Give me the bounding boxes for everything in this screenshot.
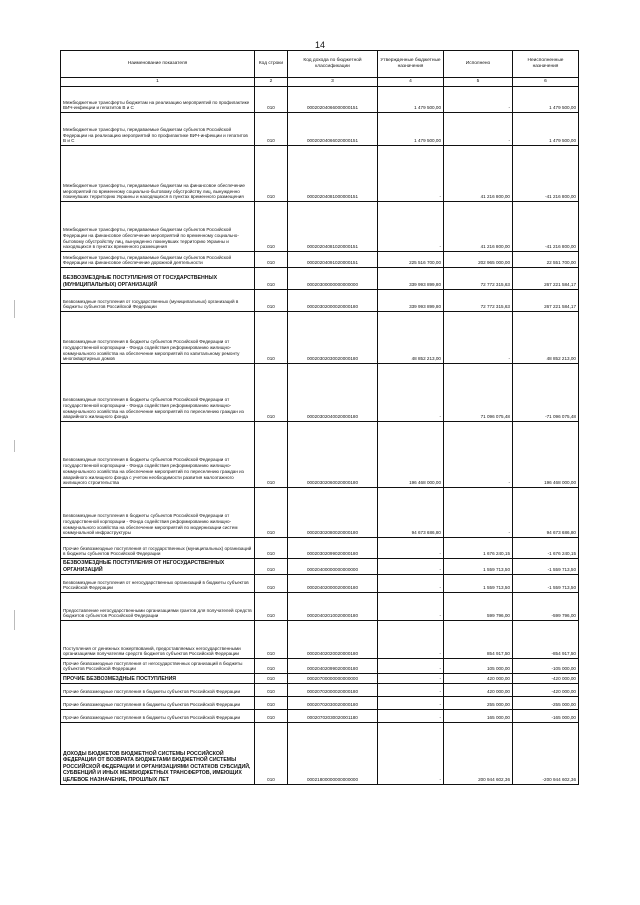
row-unexecuted-amount: -854 917,50: [513, 621, 579, 659]
header-unexecuted: Неисполненные назначения: [513, 51, 579, 78]
row-executed-amount: 420 000,00: [444, 684, 513, 697]
row-unexecuted-amount: -105 000,00: [513, 659, 579, 674]
table-row: [61, 422, 579, 488]
row-executed-amount: 1 676 240,15: [444, 538, 513, 559]
row-unexecuted-amount: 267 221 584,17: [513, 268, 579, 290]
row-executed-amount: -: [444, 422, 513, 488]
row-line-code: 010: [255, 268, 288, 290]
row-name: Предоставление негосударственными организациями грантов для получателей средств бюджетов субъектов Российской Федерации: [61, 593, 255, 621]
header-executed: Исполнено: [444, 51, 513, 78]
table-row: [61, 252, 579, 268]
row-unexecuted-amount: 1 479 500,00: [513, 87, 579, 113]
row-approved-amount: -: [378, 684, 444, 697]
row-line-code: 010: [255, 538, 288, 559]
row-approved-amount: -: [378, 575, 444, 593]
header-indicator-name: Наименование показателя: [61, 51, 255, 78]
table-row: [61, 268, 579, 290]
row-unexecuted-amount: -420 000,00: [513, 674, 579, 684]
row-executed-amount: -: [444, 87, 513, 113]
row-income-code: 00020402099020000180: [288, 659, 378, 674]
row-name: Безвозмездные поступления от негосударственных организаций в бюджеты субъектов Российской Федерации: [61, 575, 255, 593]
table-row: [61, 559, 579, 575]
row-income-code: 00020302080020000180: [288, 488, 378, 538]
row-executed-amount: 420 000,00: [444, 674, 513, 684]
column-number: 4: [378, 78, 444, 87]
row-approved-amount: -: [378, 697, 444, 710]
row-executed-amount: 72 772 315,63: [444, 290, 513, 312]
row-income-code: 00020302000020000180: [288, 290, 378, 312]
scan-artifact: [14, 300, 15, 318]
table-row: [61, 575, 579, 593]
row-name: Прочие безвозмездные поступления в бюджеты субъектов Российской Федерации: [61, 710, 255, 723]
row-line-code: 010: [255, 697, 288, 710]
column-number: 3: [288, 78, 378, 87]
row-name: Безвозмездные поступления в бюджеты субъектов Российской Федерации от государственной корпорации - Фонда содействия реформированию жилищно-коммунального хозяйства на обеспечение мероприятий по переселению граждан из аварийного жилищного фонда с учетом необходимости развития малоэтажного жилищного строительства: [61, 422, 255, 488]
row-executed-amount: 200 944 602,36: [444, 723, 513, 785]
row-line-code: 010: [255, 202, 288, 252]
row-name: Прочие безвозмездные поступления от государственных (муниципальных) организаций в бюджеты субъектов Российской Федерации: [61, 538, 255, 559]
page-number: 14: [314, 40, 325, 50]
row-executed-amount: -: [444, 312, 513, 364]
row-line-code: 010: [255, 312, 288, 364]
table-row: [61, 659, 579, 674]
row-approved-amount: 94 673 686,80: [378, 488, 444, 538]
table-column-numbers-row: [61, 78, 579, 87]
row-unexecuted-amount: -420 000,00: [513, 684, 579, 697]
row-approved-amount: -: [378, 364, 444, 422]
row-income-code: 00020700000000000000: [288, 674, 378, 684]
row-approved-amount: -: [378, 674, 444, 684]
row-approved-amount: -: [378, 659, 444, 674]
row-approved-amount: -: [378, 593, 444, 621]
column-number: 6: [513, 78, 579, 87]
row-executed-amount: 165 000,00: [444, 710, 513, 723]
row-unexecuted-amount: 22 551 700,00: [513, 252, 579, 268]
table-row: [61, 312, 579, 364]
row-executed-amount: 1 559 713,50: [444, 575, 513, 593]
row-income-code: 00020302040020000180: [288, 364, 378, 422]
row-line-code: 010: [255, 113, 288, 146]
row-line-code: 010: [255, 87, 288, 113]
row-unexecuted-amount: -41 216 800,00: [513, 202, 579, 252]
row-name: Межбюджетные трансферты, передаваемые бюджетам на финансовое обеспечение мероприятий по временному социально-бытовому обустройству лиц, вынужденно покинувших территорию Украины и находящихся в пунктах временного размещения: [61, 146, 255, 202]
row-income-code: 00020204066020000151: [288, 113, 378, 146]
row-unexecuted-amount: -1 676 240,15: [513, 538, 579, 559]
row-approved-amount: -: [378, 559, 444, 575]
table-row: [61, 113, 579, 146]
row-executed-amount: 71 096 075,48: [444, 364, 513, 422]
row-name: Межбюджетные трансферты, передаваемые бюджетам субъектов Российской Федерации на финансовое обеспечение мероприятий по временному социально-бытовому обустройству лиц, вынужденно покинувших территорию Украины и находящихся в пунктах временного размещения: [61, 202, 255, 252]
row-name: Безвозмездные поступления в бюджеты субъектов Российской Федерации от государственной корпорации - Фонда содействия реформированию жилищно-коммунального хозяйства на обеспечение мероприятий по модернизации систем коммунальной инфраструктуры: [61, 488, 255, 538]
row-income-code: 00020402010020000180: [288, 593, 378, 621]
row-approved-amount: -: [378, 538, 444, 559]
row-approved-amount: -: [378, 723, 444, 785]
row-unexecuted-amount: -1 559 713,50: [513, 575, 579, 593]
row-name: Прочие безвозмездные поступления от негосударственных организаций в бюджеты субъектов Российской Федерации: [61, 659, 255, 674]
row-unexecuted-amount: 196 468 000,00: [513, 422, 579, 488]
row-line-code: 010: [255, 575, 288, 593]
row-line-code: 010: [255, 559, 288, 575]
row-approved-amount: -: [378, 710, 444, 723]
row-approved-amount: -: [378, 202, 444, 252]
row-income-code: 00020302030020000180: [288, 312, 378, 364]
table-row: [61, 202, 579, 252]
row-unexecuted-amount: 48 852 213,00: [513, 312, 579, 364]
column-number: 2: [255, 78, 288, 87]
table-row: [61, 674, 579, 684]
row-income-code: 00020702030020001180: [288, 710, 378, 723]
header-line-code: Код строки: [255, 51, 288, 78]
row-executed-amount: 599 796,00: [444, 593, 513, 621]
row-name: БЕЗВОЗМЕЗДНЫЕ ПОСТУПЛЕНИЯ ОТ ГОСУДАРСТВЕННЫХ (МУНИЦИПАЛЬНЫХ) ОРГАНИЗАЦИЙ: [61, 268, 255, 290]
column-number: 1: [61, 78, 255, 87]
row-approved-amount: -: [378, 146, 444, 202]
table-row: [61, 488, 579, 538]
row-executed-amount: 41 216 800,00: [444, 146, 513, 202]
row-unexecuted-amount: -41 216 800,00: [513, 146, 579, 202]
row-unexecuted-amount: -255 000,00: [513, 697, 579, 710]
row-name: БЕЗВОЗМЕЗДНЫЕ ПОСТУПЛЕНИЯ ОТ НЕГОСУДАРСТВЕННЫХ ОРГАНИЗАЦИЙ: [61, 559, 255, 575]
table-row: [61, 684, 579, 697]
row-line-code: 010: [255, 290, 288, 312]
row-unexecuted-amount: -200 944 602,36: [513, 723, 579, 785]
row-line-code: 010: [255, 593, 288, 621]
table-row: [61, 290, 579, 312]
table-row: [61, 697, 579, 710]
row-line-code: 010: [255, 659, 288, 674]
row-income-code: 00020400000000000000: [288, 559, 378, 575]
row-line-code: 010: [255, 146, 288, 202]
row-name: Безвозмездные поступления в бюджеты субъектов Российской Федерации от государственной корпорации - Фонда содействия реформированию жилищно-коммунального хозяйства на обеспечение мероприятий по капитальному ремонту многоквартирных домов: [61, 312, 255, 364]
row-executed-amount: 202 965 000,00: [444, 252, 513, 268]
row-executed-amount: 854 917,50: [444, 621, 513, 659]
row-line-code: 010: [255, 684, 288, 697]
row-line-code: 010: [255, 674, 288, 684]
row-income-code: 00020302099020000180: [288, 538, 378, 559]
row-name: Межбюджетные трансферты, передаваемые бюджетам субъектов Российской Федерации на реализацию мероприятий по профилактике ВИЧ-инфекции и гепатитов В и С: [61, 113, 255, 146]
row-approved-amount: 225 516 700,00: [378, 252, 444, 268]
row-name: Безвозмездные поступления в бюджеты субъектов Российской Федерации от государственной корпорации - Фонда содействия реформированию жилищно-коммунального хозяйства на обеспечение мероприятий по переселению граждан из аварийного жилищного фонда: [61, 364, 255, 422]
table-row: [61, 723, 579, 785]
row-name: Прочие безвозмездные поступления в бюджеты субъектов Российской Федерации: [61, 684, 255, 697]
row-name: Прочие безвозмездные поступления в бюджеты субъектов Российской Федерации: [61, 697, 255, 710]
row-name: ДОХОДЫ БЮДЖЕТОВ БЮДЖЕТНОЙ СИСТЕМЫ РОССИЙСКОЙ ФЕДЕРАЦИИ ОТ ВОЗВРАТА БЮДЖЕТАМИ БЮДЖЕТНОЙ СИСТЕМЫ РОССИЙСКОЙ ФЕДЕРАЦИИ И ОРГАНИЗАЦИЯМИ ОСТАТКОВ СУБСИДИЙ, СУБВЕНЦИЙ И ИНЫХ МЕЖБЮДЖЕТНЫХ ТРАНСФЕРТОВ, ИМЕЮЩИХ ЦЕЛЕВОЕ НАЗНАЧЕНИЕ, ПРОШЛЫХ ЛЕТ: [61, 723, 255, 785]
row-income-code: 00021800000000000000: [288, 723, 378, 785]
row-approved-amount: 48 852 213,00: [378, 312, 444, 364]
row-income-code: 00020302060020000180: [288, 422, 378, 488]
row-line-code: 010: [255, 723, 288, 785]
table-row: [61, 146, 579, 202]
row-income-code: 00020204081000000151: [288, 146, 378, 202]
row-unexecuted-amount: -599 796,00: [513, 593, 579, 621]
row-income-code: 00020402020020000180: [288, 621, 378, 659]
row-income-code: 00020204081020000151: [288, 202, 378, 252]
row-line-code: 010: [255, 364, 288, 422]
row-line-code: 010: [255, 621, 288, 659]
scan-artifact: [14, 610, 15, 630]
row-income-code: 00020204066000000151: [288, 87, 378, 113]
row-unexecuted-amount: 94 673 686,80: [513, 488, 579, 538]
table-row: [61, 710, 579, 723]
row-executed-amount: 255 000,00: [444, 697, 513, 710]
table-row: [61, 593, 579, 621]
row-name: Безвозмездные поступления от государственных (муниципальных) организаций в бюджеты субъектов Российской Федерации: [61, 290, 255, 312]
row-unexecuted-amount: 267 221 584,17: [513, 290, 579, 312]
table-header-row: [61, 51, 579, 78]
table-row: [61, 538, 579, 559]
row-unexecuted-amount: -1 559 713,50: [513, 559, 579, 575]
row-name: Межбюджетные трансферты, передаваемые бюджетам субъектов Российской Федерации на финансовое обеспечение дорожной деятельности: [61, 252, 255, 268]
row-unexecuted-amount: 1 479 500,00: [513, 113, 579, 146]
scan-artifact: [14, 440, 15, 452]
budget-report-table: [60, 50, 579, 785]
row-income-code: 00020702030020000180: [288, 697, 378, 710]
row-approved-amount: 1 479 500,00: [378, 113, 444, 146]
row-approved-amount: 196 468 000,00: [378, 422, 444, 488]
row-approved-amount: 339 993 899,80: [378, 268, 444, 290]
row-approved-amount: -: [378, 621, 444, 659]
row-approved-amount: 1 479 500,00: [378, 87, 444, 113]
row-executed-amount: -: [444, 488, 513, 538]
header-approved: Утвержденные бюджетные назначения: [378, 51, 444, 78]
row-executed-amount: 41 216 800,00: [444, 202, 513, 252]
row-executed-amount: 72 772 315,63: [444, 268, 513, 290]
row-income-code: 00020204091020000151: [288, 252, 378, 268]
row-name: ПРОЧИЕ БЕЗВОЗМЕЗДНЫЕ ПОСТУПЛЕНИЯ: [61, 674, 255, 684]
column-number: 5: [444, 78, 513, 87]
table-row: [61, 87, 579, 113]
row-unexecuted-amount: -71 096 075,48: [513, 364, 579, 422]
row-executed-amount: 105 000,00: [444, 659, 513, 674]
header-income-code: Код дохода по бюджетной классификации: [288, 51, 378, 78]
row-income-code: 00020702000020000180: [288, 684, 378, 697]
row-name: Межбюджетные трансферты бюджетам на реализацию мероприятий по профилактике ВИЧ-инфекции и гепатитов В и С: [61, 87, 255, 113]
row-unexecuted-amount: -165 000,00: [513, 710, 579, 723]
row-line-code: 010: [255, 710, 288, 723]
row-income-code: 00020300000000000000: [288, 268, 378, 290]
row-executed-amount: 1 559 713,50: [444, 559, 513, 575]
row-income-code: 00020402000020000180: [288, 575, 378, 593]
table-row: [61, 364, 579, 422]
table-row: [61, 621, 579, 659]
row-approved-amount: 339 993 899,80: [378, 290, 444, 312]
row-line-code: 010: [255, 252, 288, 268]
row-executed-amount: -: [444, 113, 513, 146]
row-name: Поступления от денежных пожертвований, предоставляемых негосударственными организациями получателям средств бюджетов субъектов Российской Федерации: [61, 621, 255, 659]
row-line-code: 010: [255, 488, 288, 538]
row-line-code: 010: [255, 422, 288, 488]
